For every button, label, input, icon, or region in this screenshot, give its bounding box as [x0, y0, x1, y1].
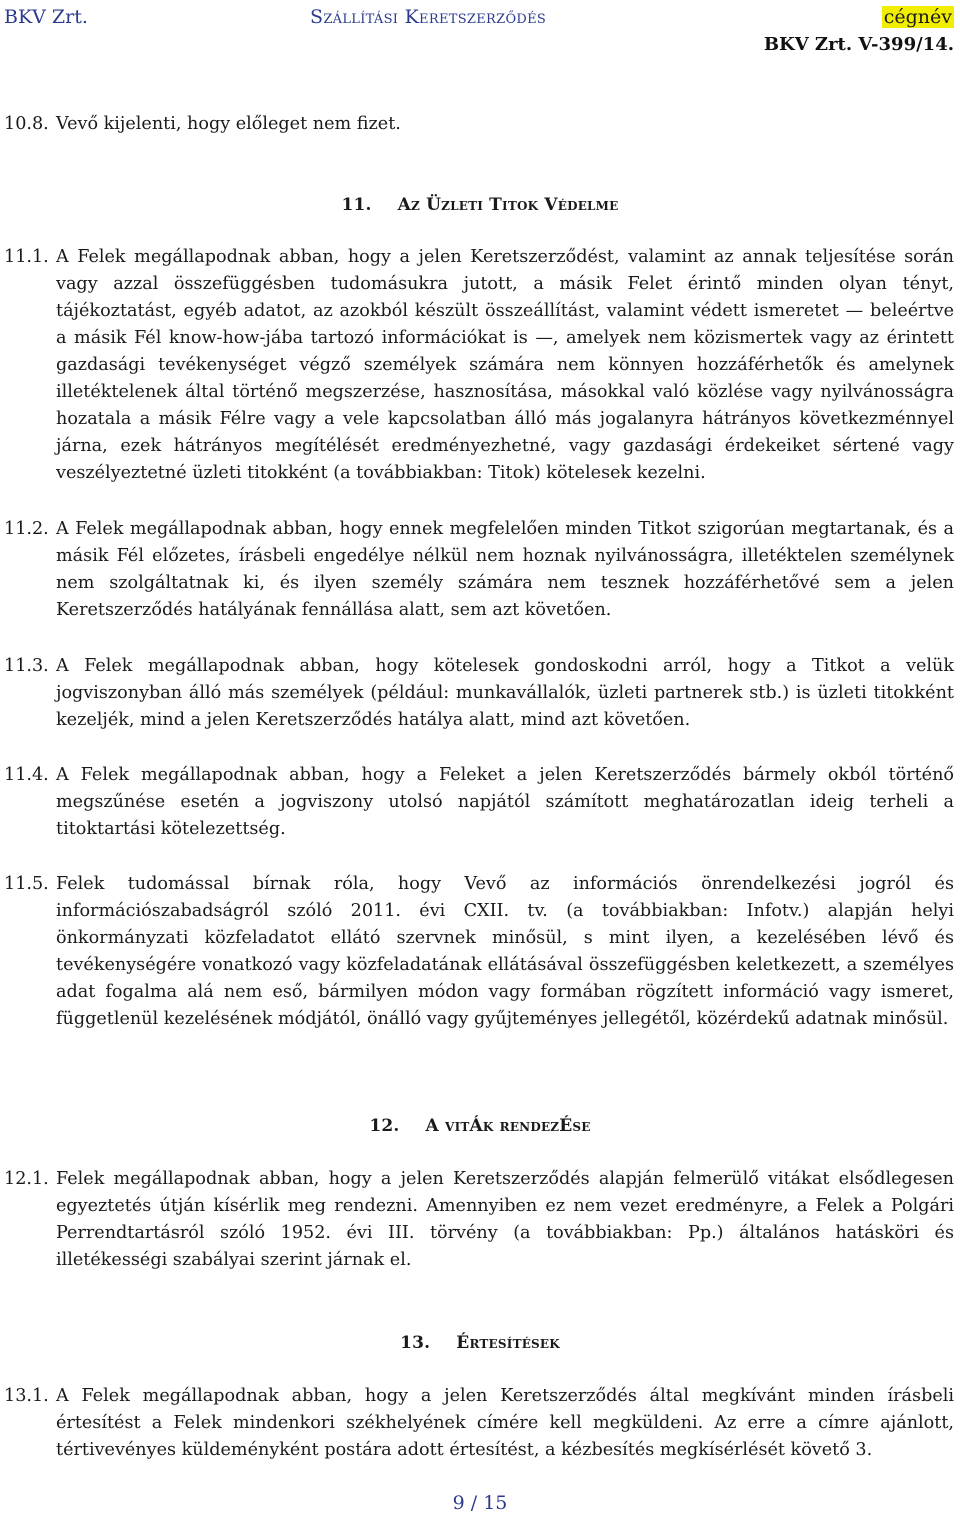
clause-11-5	[4, 871, 954, 1033]
section-number: 12.	[369, 1116, 400, 1136]
clause-text: Felek megállapodnak abban, hogy a jelen Keretszerződés alapján felmerülő vitákat elsődlegesen egyeztetés útján kísérlik meg rendezni. Amennyiben ez nem vezet eredményre, a Felek a Polgári Perrendtartásról szóló 1952. évi III. törvény (a továbbiakban: Pp.) általános hatásköri és illetékességi szabályai szerint járnak el.	[56, 1169, 954, 1270]
header-title: Szállítási Keretszerződés	[310, 6, 547, 28]
clause-number: 11.1.	[4, 247, 49, 267]
section-title: A vitÁk rendezÉse	[425, 1116, 591, 1136]
clause-11-2	[4, 516, 954, 624]
clause-number: 11.5.	[4, 874, 49, 894]
section-number: 13.	[400, 1333, 431, 1353]
section-heading-11	[0, 195, 960, 215]
clause-number: 11.2.	[4, 519, 49, 539]
clause-text: Vevő kijelenti, hogy előleget nem fizet.	[56, 114, 401, 134]
clause-11-3	[4, 653, 954, 734]
header-reference: BKV Zrt. V-399/14.	[763, 34, 954, 55]
clause-11-4	[4, 762, 954, 843]
page-header	[0, 0, 960, 60]
page-number: 9 / 15	[452, 1492, 508, 1514]
header-placeholder: cégnév	[883, 6, 952, 28]
section-heading-12	[0, 1116, 960, 1136]
clause-text: A Felek megállapodnak abban, hogy a jelen Keretszerződés által megkívánt minden írásbeli értesítést a Felek mindenkori székhelyének címére kell megküldeni. Az erre a címre ajánlott, tértivevényes küldeményként postára adott értesítést, a kézbesítés megkísérlését követő 3.	[56, 1386, 954, 1460]
clause-12-1	[4, 1166, 954, 1274]
section-title: Értesítések	[456, 1333, 560, 1353]
header-company: BKV Zrt.	[4, 6, 88, 28]
clause-number: 11.3.	[4, 656, 49, 676]
clause-11-1	[4, 244, 954, 487]
clause-number: 10.8.	[4, 114, 49, 134]
section-number: 11.	[341, 195, 372, 215]
clause-text: A Felek megállapodnak abban, hogy a jelen Keretszerződést, valamint az annak teljesítése során vagy azzal összefüggésben tudomásukra jutott, a másik Felet érintő minden olyan tényt, tájékoztatást, egyéb adatot, az azokból készült összeállítást, valamint védett ismeretet — beleértve a másik Fél know-how-jába tartozó információkat is —, amelyek nem közismertek vagy az érintett gazdasági tevékenységet végző személyek számára nem könnyen hozzáférhetők és amelynek illetéktelenek által történő megszerzése, hasznosítása, másokkal való közlése vagy nyilvánosságra hozatala a másik Félre vagy a vele kapcsolatban álló más jogalanyra hátrányos következménnyel járna, ezek hátrányos megítélését eredményezhetné, vagy gazdasági érdekeiket sértené vagy veszélyeztetné üzleti titokként (a továbbiakban: Titok) kötelesek kezelni.	[56, 247, 954, 483]
clause-10-8	[4, 111, 954, 138]
clause-text: A Felek megállapodnak abban, hogy ennek megfelelően minden Titkot szigorúan megtartanak, és a másik Fél előzetes, írásbeli engedélye nélkül nem hoznak nyilvánosságra, illetéktelen személynek nem szolgáltatnak ki, és ilyen személy számára nem tesznek hozzáférhetővé sem a jelen Keretszerződés hatályának fennállása alatt, sem azt követően.	[56, 519, 954, 620]
clause-number: 11.4.	[4, 765, 49, 785]
clause-number: 13.1.	[4, 1386, 49, 1406]
clause-text: A Felek megállapodnak abban, hogy a Feleket a jelen Keretszerződés bármely okból történő megszűnése esetén a jogviszony utolsó napjától számított meghatározatlan ideig terheli a titoktartási kötelezettség.	[56, 765, 954, 839]
section-heading-13	[0, 1333, 960, 1353]
clause-13-1	[4, 1383, 954, 1464]
clause-text: A Felek megállapodnak abban, hogy kötelesek gondoskodni arról, hogy a Titkot a velük jogviszonyban álló más személyek (például: munkavállalók, üzleti partnerek stb.) is üzleti titokként kezeljék, mind a jelen Keretszerződés hatálya alatt, mind azt követően.	[56, 656, 954, 730]
section-title: Az Üzleti Titok Védelme	[397, 195, 619, 215]
clause-text: Felek tudomással bírnak róla, hogy Vevő az információs önrendelkezési jogról és információszabadságról szóló 2011. évi CXII. tv. (a továbbiakban: Infotv.) alapján helyi önkormányzati közfeladatot ellátó szervnek minősül, s mint ilyen, a kezelésében lévő és tevékenységére vonatkozó vagy közfeladatának ellátásával összefüggésben keletkezett, a személyes adat fogalma alá nem eső, bármilyen módon vagy formában rögzített információ vagy ismeret, függetlenül kezelésének módjától, önálló vagy gyűjteményes jellegétől, közérdekű adatnak minősül.	[56, 874, 954, 1029]
clause-number: 12.1.	[4, 1169, 49, 1189]
